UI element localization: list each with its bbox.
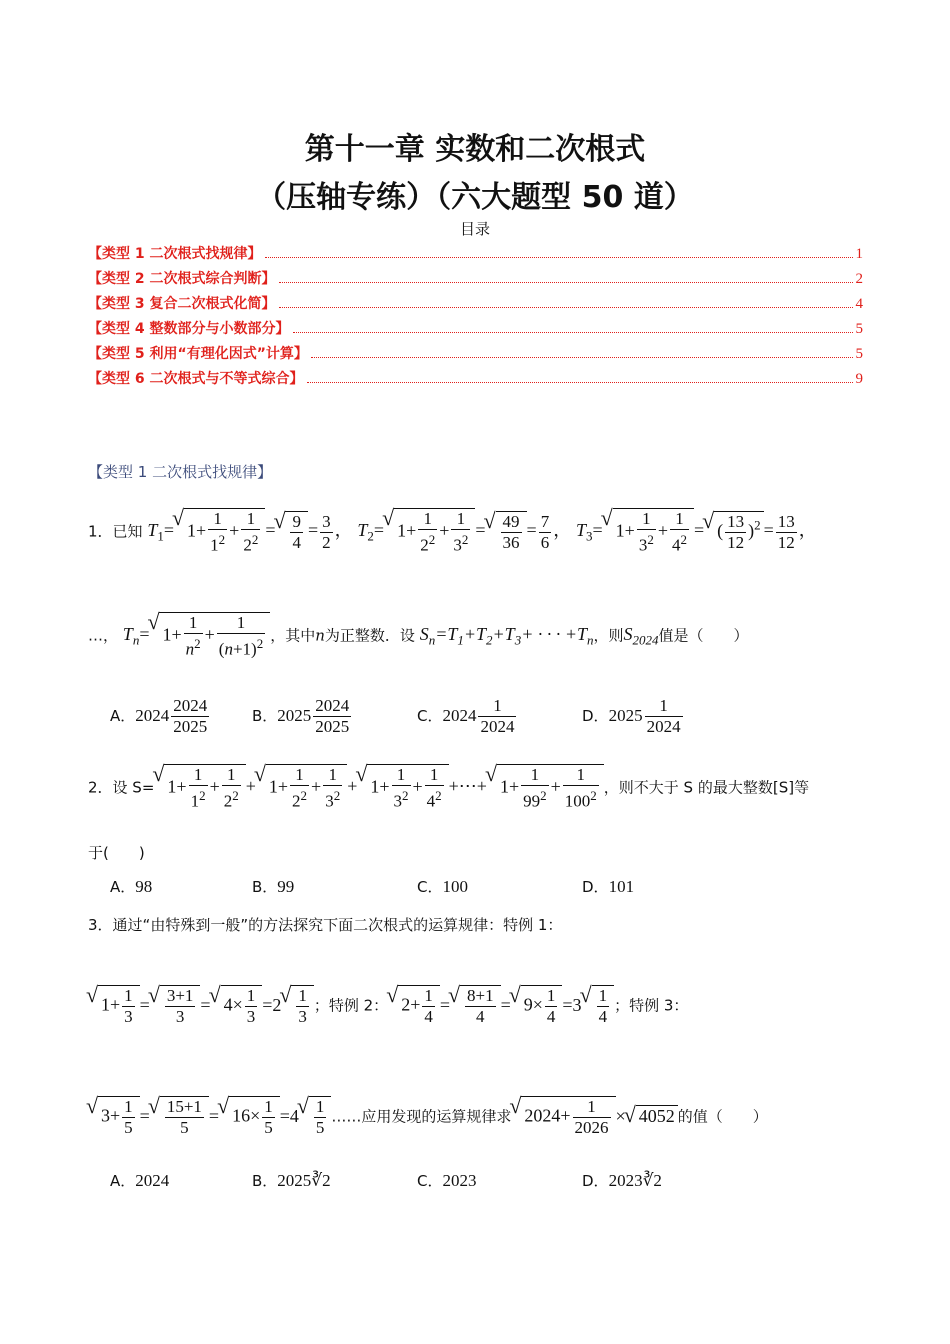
formula-example3: √ 3+ $\frac{1}{5}$ = √ $\frac{15+1}{5}$ =√ 16× $\frac{1}{5}$ =4 √ $\frac{1}{5}$	[88, 1106, 331, 1126]
page-title-line1: 第十一章 实数和二次根式	[304, 132, 646, 167]
q1-option-d[interactable]: D．2025 $\frac{1}{2024}$	[582, 696, 681, 736]
formula-t2: $T_2=√$ 1+ $\frac{1}{2^2}$ + $\frac{1}{3^2}$ = √ $\frac{49}{36}$ = $\frac{7}{6}$ ，	[357, 520, 571, 540]
q2-option-c[interactable]: C．100	[417, 877, 468, 896]
q2-option-a[interactable]: A．98	[110, 877, 153, 896]
q1-option-b[interactable]: B．2025 $\frac{2024}{2025}$	[252, 696, 350, 736]
q1-option-c[interactable]: C．2024 $\frac{1}{2024}$	[417, 696, 515, 736]
toc-heading: 目录	[459, 220, 490, 238]
q3-option-c[interactable]: C．2023	[417, 1171, 477, 1190]
q2-option-b[interactable]: B．99	[252, 877, 295, 896]
formula-s-sum: √ 1+ $\frac{1}{1^2}$ + $\frac{1}{2^2}$ +√ 1+ $\frac{1}{2^2}$ + $\frac{1}{3^2}$ +√ 1+ $\frac{1}{3^2}$ + $\frac{1}{4^2}$ +⋯+√ 1+ $\frac{1}{99^2}$ + $\frac{1}{100^2}$	[154, 776, 603, 796]
q3-option-d[interactable]: D．2023∛2	[582, 1171, 662, 1190]
question-1-line2: …， $T_n=√$ 1+ $\frac{1}{n^2}$ + $\frac{1}{(n+1)^2}$ ，其中n为正整数．设 $S_n=T_1+T_2+T_3+$ · · · $+T_n$，则$S_{2024}$值是（ ）	[88, 612, 749, 660]
q3-option-b[interactable]: B．2025∛2	[252, 1171, 331, 1190]
formula-tn: $T_n=√$ 1+ $\frac{1}{n^2}$ + $\frac{1}{(n+1)^2}$	[123, 624, 270, 644]
formula-s2024: $S_{2024}$	[623, 624, 659, 649]
formula-t3: $T_3=√$ 1+ $\frac{1}{3^2}$ + $\frac{1}{4^2}$ =√ ( $\frac{13}{12}$ )$^2$ = $\frac{13}{12}$ ，	[576, 520, 817, 540]
formula-sn: $S_n=T_1+T_2+T_3+$ · · · $+T_n$	[419, 624, 594, 649]
question-1-line1: 1．已知 $T_1=√$ 1+ $\frac{1}{1^2}$ + $\frac{1}{2^2}$ = √ $\frac{9}{4}$ = $\frac{3}{2}$ ， $T_2=√$ 1+ $\frac{1}{2^2}$ + $\frac{1}{3^2}$ = √ $\frac{49}{36}$ = $\frac{7}{6}$ ， $T_3=√$ 1+ $\frac{1}{3^2}$ + $\frac{1}{4^2}$ =√ ( $\frac{13}{12}$ )$^2$ = $\frac{13}{12}$ ，	[88, 508, 817, 556]
question-2-line2: 于( )	[88, 844, 145, 862]
question-3-apply: √ 3+ $\frac{1}{5}$ = √ $\frac{15+1}{5}$ =√ 16× $\frac{1}{5}$ =4 √ $\frac{1}{5}$ ……应用发现的运算规律求√ 2024+ $\frac{1}{2026}$ ×√ 4052 的值（ ）	[88, 1096, 768, 1138]
q3-option-a[interactable]: A．2024	[110, 1171, 170, 1190]
section-heading-type1: 【类型 1 二次根式找规律】	[88, 463, 273, 481]
formula-target: √ 2024+ $\frac{1}{2026}$ ×√ 4052	[511, 1106, 677, 1126]
formula-example1: √ 1+ $\frac{1}{3}$ = √ $\frac{3+1}{3}$ =√ 4× $\frac{1}{3}$ =2 √ $\frac{1}{3}$	[88, 995, 314, 1015]
toc-item[interactable]: 【类型 1 二次根式找规律】 1	[88, 246, 863, 262]
question-2-line1: 2．设 S=√ 1+ $\frac{1}{1^2}$ + $\frac{1}{2^2}$ +√ 1+ $\frac{1}{2^2}$ + $\frac{1}{3^2}$ +√ 1+ $\frac{1}{3^2}$ + $\frac{1}{4^2}$ +⋯+√ 1+ $\frac{1}{99^2}$ + $\frac{1}{100^2}$ ，则不大于 S 的最大整数[S]等	[88, 764, 809, 812]
question-3-intro: 3．通过“由特殊到一般”的方法探究下面二次根式的运算规律：特例 1：	[88, 916, 563, 934]
toc-item[interactable]: 【类型 6 二次根式与不等式综合】 9	[88, 371, 863, 387]
toc-item[interactable]: 【类型 3 复合二次根式化简】 4	[88, 296, 863, 312]
q1-option-a[interactable]: A．2024 $\frac{2024}{2025}$	[110, 696, 208, 736]
q2-option-d[interactable]: D．101	[582, 877, 635, 896]
page-title-line2: （压轴专练）（六大题型 50 道）	[256, 180, 694, 215]
toc-item[interactable]: 【类型 5 利用“有理化因式”计算】 5	[88, 346, 863, 362]
question-3-examples: √ 1+ $\frac{1}{3}$ = √ $\frac{3+1}{3}$ =√ 4× $\frac{1}{3}$ =2 √ $\frac{1}{3}$ ；特例 2：√ 2+ $\frac{1}{4}$ = √ $\frac{8+1}{4}$ =√ 9× $\frac{1}{4}$ =3 √ $\frac{1}{4}$ ；特例 3：	[88, 985, 688, 1027]
toc-item[interactable]: 【类型 4 整数部分与小数部分】 5	[88, 321, 863, 337]
formula-example2: √ 2+ $\frac{1}{4}$ = √ $\frac{8+1}{4}$ =√ 9× $\frac{1}{4}$ =3 √ $\frac{1}{4}$	[388, 995, 614, 1015]
formula-t1: $T_1=√$ 1+ $\frac{1}{1^2}$ + $\frac{1}{2^2}$ = √ $\frac{9}{4}$ = $\frac{3}{2}$ ，	[147, 520, 352, 540]
toc-item[interactable]: 【类型 2 二次根式综合判断】 2	[88, 271, 863, 287]
